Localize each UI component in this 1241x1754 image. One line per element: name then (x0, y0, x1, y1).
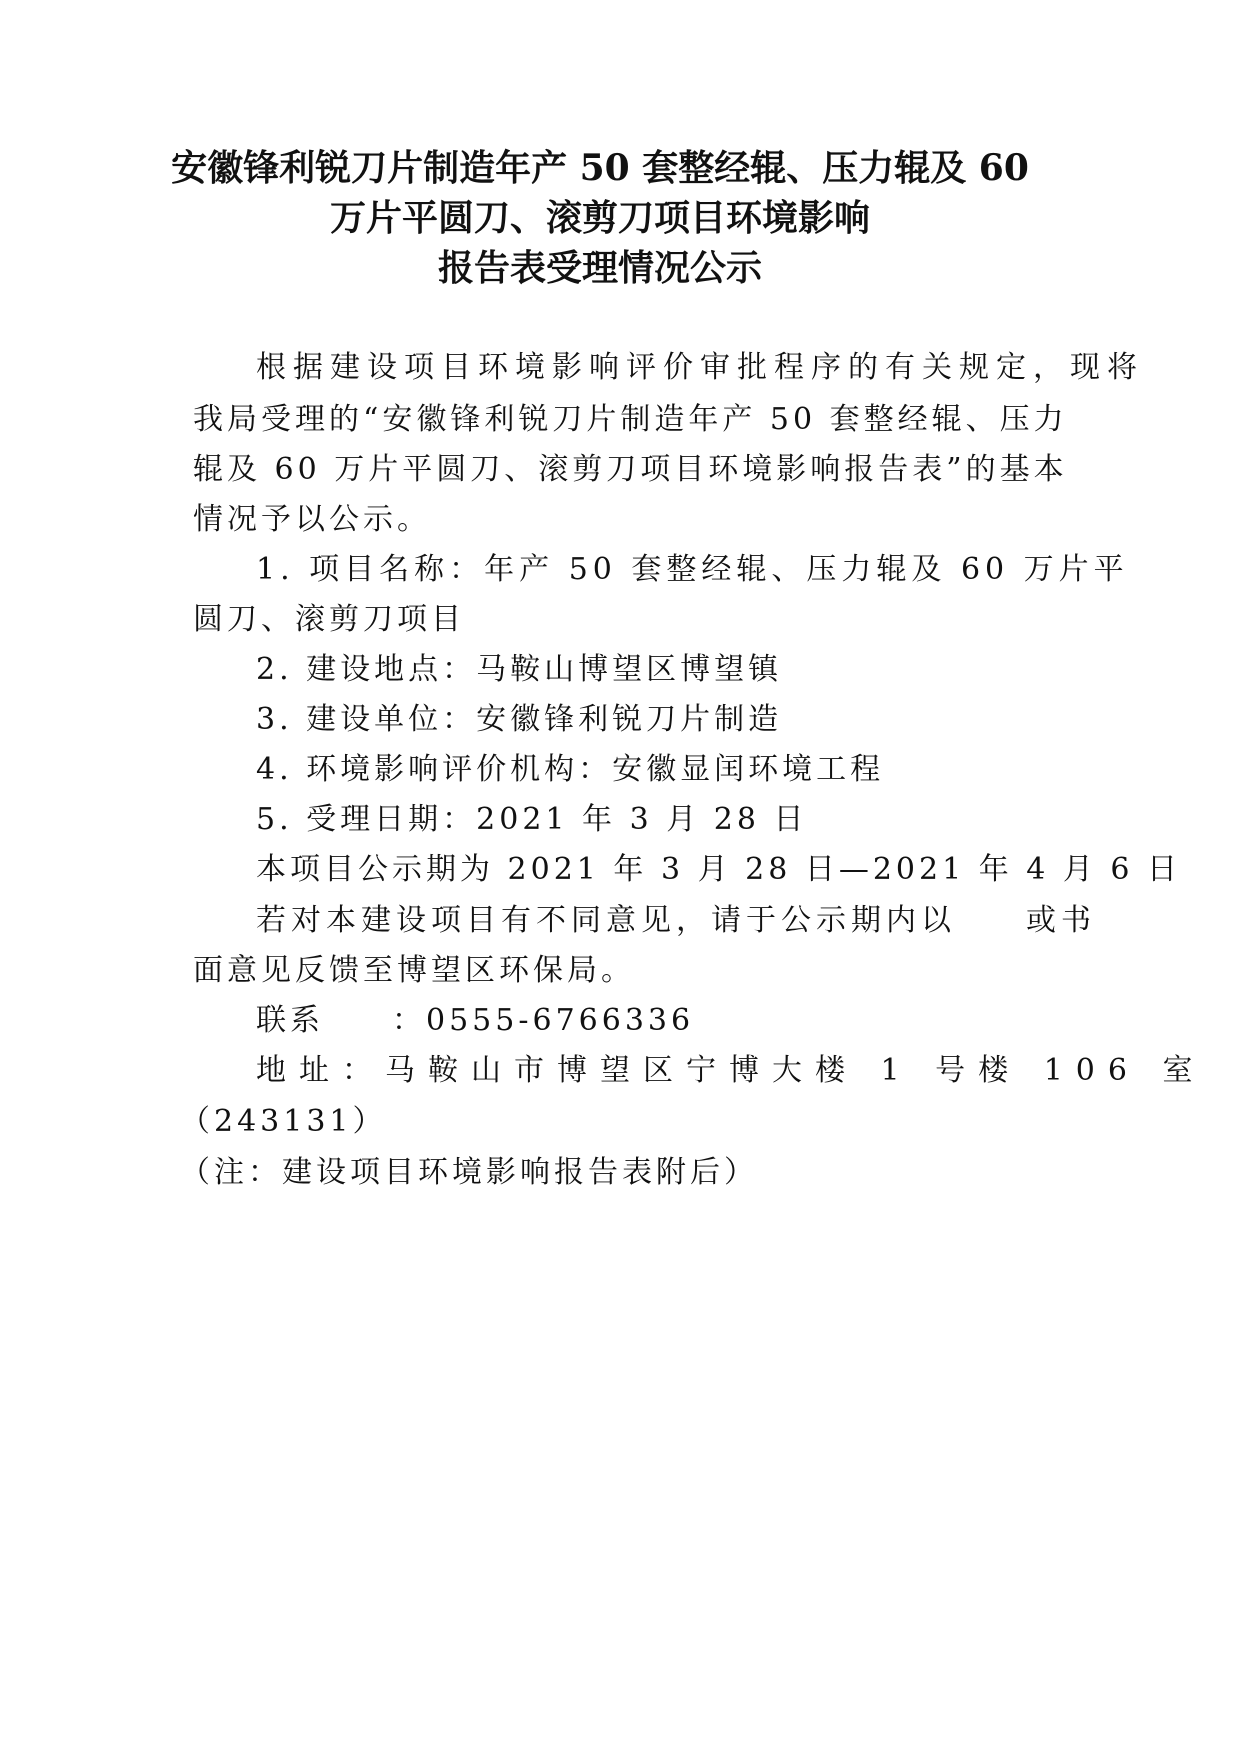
address-line-2: （243131） (180, 1104, 387, 1139)
note-line: （注：建设项目环境影响报告表附后） (180, 1155, 758, 1190)
item-3: 3. 建设单位：安徽锋利锐刀片制造 (256, 702, 783, 737)
intro-line-4: 情况予以公示。 (193, 502, 431, 537)
item-2: 2. 建设地点：马鞍山博望区博望镇 (256, 652, 783, 687)
item-1-line-2: 圆刀、滚剪刀项目 (193, 602, 465, 637)
item-4: 4. 环境影响评价机构：安徽显闰环境工程 (256, 752, 885, 787)
address-line-1: 地址：马鞍山市博望区宁博大楼 1 号楼 106 室 (256, 1053, 1206, 1088)
intro-line-2: 我局受理的“安徽锋利锐刀片制造年产 50 套整经辊、压力 (193, 402, 1068, 437)
publicity-period: 本项目公示期为 2021 年 3 月 28 日—2021 年 4 月 6 日 (256, 852, 1182, 887)
intro-line-1: 根据建设项目环境影响评价审批程序的有关规定，现将 (256, 350, 1144, 385)
title-line-1: 安徽锋利锐刀片制造年产 50 套整经辊、压力辊及 60 (171, 147, 1029, 189)
title-line-2: 万片平圆刀、滚剪刀项目环境影响 (329, 197, 870, 239)
item-5: 5. 受理日期：2021 年 3 月 28 日 (256, 802, 808, 837)
feedback-line-2: 面意见反馈至博望区环保局。 (193, 953, 635, 988)
item-1-line-1: 1. 项目名称：年产 50 套整经辊、压力辊及 60 万片平 (256, 552, 1129, 587)
title-line-3: 报告表受理情况公示 (437, 247, 762, 289)
intro-line-3: 辊及 60 万片平圆刀、滚剪刀项目环境影响报告表”的基本 (193, 452, 1068, 487)
contact-line: 联系 ：0555-6766336 (256, 1003, 695, 1038)
feedback-line-1: 若对本建设项目有不同意见，请于公示期内以 或书 (256, 903, 1096, 938)
